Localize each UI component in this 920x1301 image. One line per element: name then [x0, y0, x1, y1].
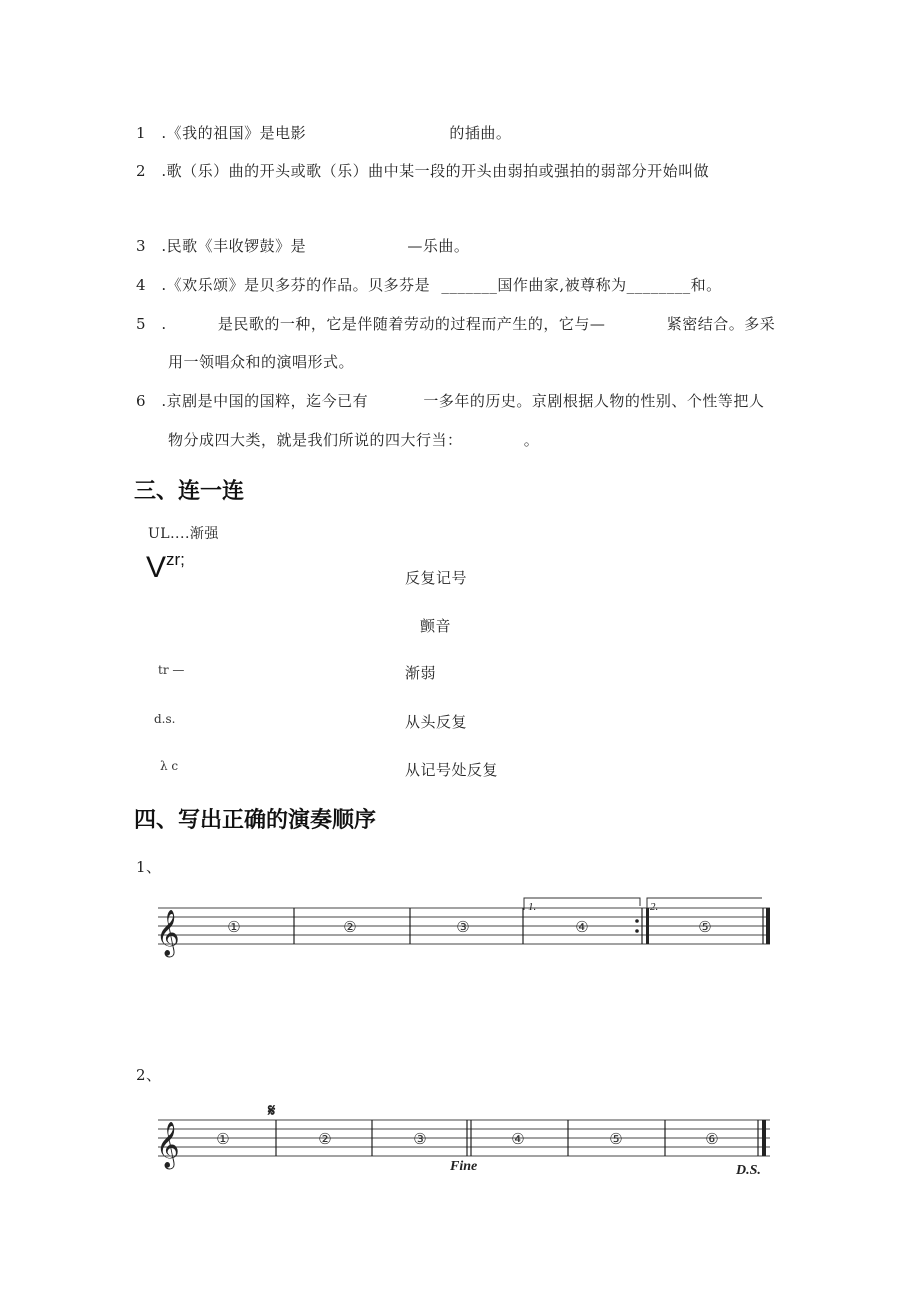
question-text: .民歌《丰收锣鼓》是: [161, 237, 307, 255]
measure-2-label: ②: [318, 1132, 332, 1148]
measure-3-label: ③: [413, 1132, 427, 1148]
symbol-ds: d.s.: [154, 712, 176, 726]
question-number: 6: [136, 392, 147, 410]
question-text-end: 。: [523, 431, 540, 449]
question-6: [136, 390, 764, 411]
question-number: 1: [136, 124, 147, 142]
segno-icon: 𝄋: [268, 1101, 276, 1120]
question-number: 2: [136, 162, 147, 180]
question-number: 5: [136, 315, 147, 333]
meaning-da-capo: 从头反复: [405, 713, 468, 731]
section-4-heading: 四、写出正确的演奏顺序: [134, 808, 377, 833]
measure-1-label: ①: [227, 920, 241, 936]
question-2: [136, 160, 709, 181]
staff-example-1: [150, 890, 780, 965]
question-4: [136, 274, 722, 295]
question-text-end: 和。: [690, 276, 722, 294]
measure-3-label: ③: [456, 920, 470, 936]
symbol-v: $V^{zr;}$: [146, 550, 185, 584]
question-text: .京剧是中国的国粹，迄今已有: [161, 392, 369, 410]
ds-marking: D.S.: [736, 1163, 761, 1178]
volta-2-label: 2.: [650, 901, 659, 913]
fine-marking: Fine: [450, 1159, 478, 1174]
question-5: [136, 313, 775, 334]
question-text: .歌（乐）曲的开头或歌（乐）曲中某一段的开头由弱拍或强拍的弱部分开始叫做: [161, 162, 710, 180]
measure-4-label: ④: [575, 920, 589, 936]
measure-1-label: ①: [216, 1132, 230, 1148]
question-text-mid: 国作曲家,被尊称为: [497, 276, 627, 294]
measure-5-label: ⑤: [609, 1132, 623, 1148]
blank-title: ________: [626, 276, 691, 294]
question-text: .《欢乐颂》是贝多芬的作品。贝多芬是: [161, 276, 431, 294]
question-number: 3: [136, 237, 147, 255]
staff-example-2: [150, 1100, 780, 1180]
section-3-heading: 三、连一连: [134, 479, 245, 504]
example-1-label: 1、: [136, 858, 162, 876]
question-text-end: —乐曲。: [407, 237, 470, 255]
symbol-lc: λ c: [160, 759, 179, 773]
question-text-end: 紧密结合。多采: [666, 315, 776, 333]
meaning-repeat-sign: 反复记号: [405, 569, 468, 587]
question-5-line2: 用一领唱众和的演唱形式。: [168, 353, 355, 371]
question-dot: .: [161, 315, 167, 333]
question-text: 是民歌的一种，它是伴随着劳动的过程而产生的，它与—: [217, 315, 606, 333]
question-text-mid: 一多年的历史。京剧根据人物的性别、个性等把人: [423, 392, 765, 410]
question-3: [136, 235, 469, 256]
symbol-trill: tr —: [158, 663, 185, 677]
blank-country: _______: [441, 276, 498, 294]
question-number: 4: [136, 276, 147, 294]
measure-2-label: ②: [343, 920, 357, 936]
measure-4-label: ④: [511, 1132, 525, 1148]
question-text: 物分成四大类，就是我们所说的四大行当：: [168, 431, 463, 449]
question-6-line2: [168, 429, 539, 450]
measure-5-label: ⑤: [698, 920, 712, 936]
example-2-label: 2、: [136, 1066, 162, 1084]
volta-1-label: 1.: [528, 901, 537, 913]
match-line-crescendo: UL....渐强: [148, 526, 219, 542]
measure-6-label: ⑥: [705, 1132, 719, 1148]
meaning-dal-segno: 从记号处反复: [405, 761, 499, 779]
question-text: .《我的祖国》是电影: [161, 124, 307, 142]
question-1: [136, 122, 511, 143]
treble-clef-icon: 𝄞: [156, 910, 180, 955]
question-text-end: 的插曲。: [449, 124, 512, 142]
meaning-diminuendo: 渐弱: [405, 664, 437, 682]
treble-clef-icon: 𝄞: [156, 1122, 180, 1167]
meaning-trill: 颤音: [420, 617, 452, 635]
